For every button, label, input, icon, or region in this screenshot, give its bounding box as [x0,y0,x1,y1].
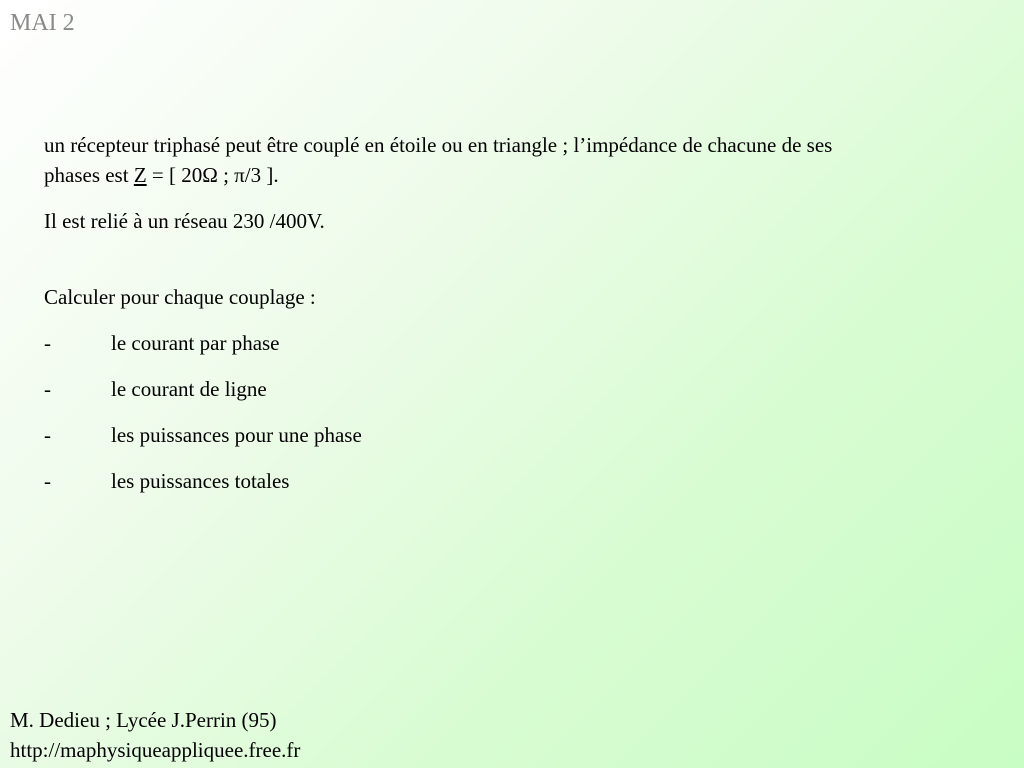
footer [10,705,300,765]
slide-title: MAI 2 [10,10,75,36]
task-list [44,328,874,496]
bullet-dash: - [44,423,51,447]
spacer [44,236,874,282]
instruction-text: Calculer pour chaque couplage : [44,285,316,309]
list-item-text: les puissances pour une phase [111,423,362,447]
bullet-dash: - [44,331,51,355]
list-item [44,374,874,404]
statement-text: un récepteur triphasé peut être couplé en étoile ou en triangle ; l’impédance de chacune de ses phases est [44,133,833,187]
footer-url: http://maphysiqueappliquee.free.fr [10,738,301,762]
bullet-dash: - [44,377,51,401]
slide-content [44,130,874,496]
problem-statement [44,130,874,190]
network-statement: Il est relié à un réseau 230 /400V. [44,209,325,233]
list-item [44,466,874,496]
list-item-text: les puissances totales [111,469,290,493]
list-item-text: le courant par phase [111,331,280,355]
impedance-symbol: Z [133,163,147,187]
impedance-value: = [ 20Ω ; π/3 ]. [146,163,279,187]
bullet-dash: - [44,469,51,493]
list-item [44,328,874,358]
footer-author: M. Dedieu ; Lycée J.Perrin (95) [10,708,277,732]
list-item [44,420,874,450]
list-item-text: le courant de ligne [111,377,267,401]
